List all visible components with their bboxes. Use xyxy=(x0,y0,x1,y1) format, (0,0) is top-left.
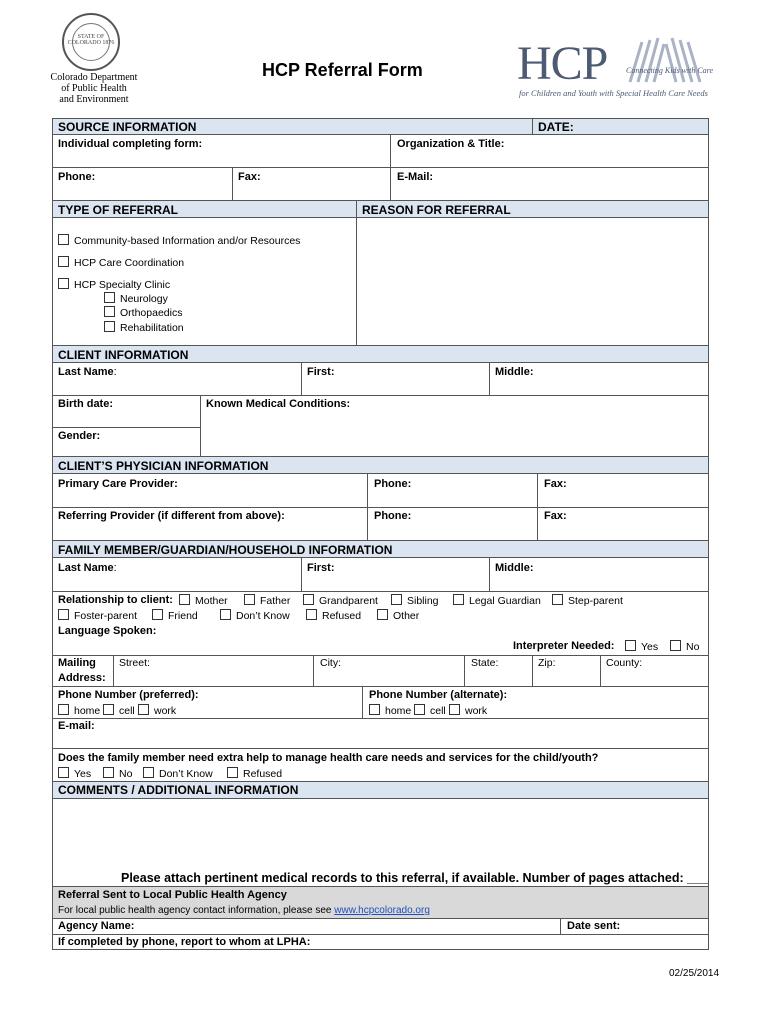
rule xyxy=(464,655,465,687)
individual-label: Individual completing form: xyxy=(58,138,203,150)
comments-textarea[interactable] xyxy=(53,799,708,869)
checkbox[interactable] xyxy=(220,609,231,620)
alt-phone-work[interactable] xyxy=(449,704,487,717)
option-label: cell xyxy=(119,705,135,717)
rule xyxy=(532,118,533,135)
pref-phone-home[interactable] xyxy=(58,704,100,717)
rule xyxy=(489,362,490,396)
rule xyxy=(52,507,709,508)
rule xyxy=(52,918,709,919)
rule xyxy=(52,456,709,457)
rule xyxy=(52,686,709,687)
relationship-label: Relationship to client: xyxy=(58,594,173,606)
checkbox[interactable] xyxy=(58,256,69,267)
hcp-website-link[interactable]: www.hcpcolorado.org xyxy=(334,905,430,916)
pref-phone-cell[interactable] xyxy=(103,704,135,717)
option-label: Step-parent xyxy=(568,595,623,607)
checkbox[interactable] xyxy=(152,609,163,620)
rule xyxy=(52,557,709,558)
option-label: No xyxy=(686,641,700,653)
pref-phone-work[interactable] xyxy=(138,704,176,717)
family-email-label: E-mail: xyxy=(58,720,95,732)
lpha-heading: Referral Sent to Local Public Health Agency xyxy=(58,889,287,901)
rule xyxy=(200,395,201,457)
hcp-hands-icon xyxy=(622,34,702,84)
relationship-mother[interactable] xyxy=(179,594,228,607)
option-label: Refused xyxy=(322,610,362,622)
option-label: Yes xyxy=(641,641,659,653)
option-label: Sibling xyxy=(407,595,439,607)
option-label: Grandparent xyxy=(319,595,378,607)
rule xyxy=(52,473,709,474)
checkbox[interactable] xyxy=(103,767,114,778)
option-label: Rehabilitation xyxy=(120,322,184,334)
relationship-refused[interactable] xyxy=(306,609,361,622)
dept-line-3: and Environment xyxy=(59,94,129,105)
phone-label: Phone: xyxy=(58,171,96,183)
attach-note xyxy=(121,871,708,885)
revision-date: 02/25/2014 xyxy=(669,968,720,979)
phone-alternate-label: Phone Number (alternate): xyxy=(369,689,508,701)
department-name xyxy=(44,72,144,105)
option-label: Refused xyxy=(243,768,283,780)
clinic-option-rehabilitation[interactable] xyxy=(104,321,184,334)
family-heading: FAMILY MEMBER/GUARDIAN/HOUSEHOLD INFORMATION xyxy=(58,543,393,557)
county-label: County: xyxy=(606,657,643,669)
option-label: Mother xyxy=(195,595,228,607)
relationship-father[interactable] xyxy=(244,594,290,607)
pages-attached-blank[interactable]: ___ xyxy=(687,871,709,885)
checkbox[interactable] xyxy=(670,640,681,651)
primary-care-label: Primary Care Provider: xyxy=(58,478,178,490)
last-name-text: Last Name xyxy=(58,562,114,574)
colon: : xyxy=(113,562,117,574)
relationship-dont-know[interactable] xyxy=(220,609,290,622)
colon: : xyxy=(113,366,117,378)
rule xyxy=(52,395,709,396)
rule xyxy=(362,686,363,719)
rule xyxy=(52,540,709,541)
reason-for-referral-heading: REASON FOR REFERRAL xyxy=(362,203,511,217)
rule xyxy=(113,655,114,687)
address-label: Address: xyxy=(58,672,106,684)
email-label: E-Mail: xyxy=(397,171,434,183)
checkbox[interactable] xyxy=(179,594,190,605)
source-heading: SOURCE INFORMATION xyxy=(58,120,197,134)
gender-label: Gender: xyxy=(58,430,101,442)
checkbox[interactable] xyxy=(306,609,317,620)
primary-phone-label: Phone: xyxy=(374,478,412,490)
hcp-subtitle: for Children and Youth with Special Health Care Needs xyxy=(519,88,708,98)
option-label: home xyxy=(74,705,101,717)
rule xyxy=(52,718,709,719)
option-label: Foster-parent xyxy=(74,610,138,622)
option-label: HCP Care Coordination xyxy=(74,257,185,269)
rule xyxy=(52,167,709,168)
comments-heading: COMMENTS / ADDITIONAL INFORMATION xyxy=(58,783,299,797)
checkbox[interactable] xyxy=(552,594,563,605)
rule xyxy=(52,427,200,428)
birth-date-label: Birth date: xyxy=(58,398,113,410)
last-name-text: Last Name xyxy=(58,366,114,378)
fax-label: Fax: xyxy=(238,171,261,183)
rule xyxy=(52,748,709,749)
option-label: cell xyxy=(430,705,446,717)
checkbox[interactable] xyxy=(58,278,69,289)
organization-label: Organization & Title: xyxy=(397,138,505,150)
checkbox[interactable] xyxy=(58,234,69,245)
relationship-sibling[interactable] xyxy=(391,594,439,607)
rule xyxy=(52,934,709,935)
clinic-option-neurology[interactable] xyxy=(104,292,168,305)
state-label: State: xyxy=(471,657,499,669)
rule xyxy=(532,655,533,687)
rule xyxy=(313,655,314,687)
mailing-label: Mailing xyxy=(58,657,96,669)
family-last-name-label xyxy=(58,562,117,574)
client-first-label: First: xyxy=(307,366,335,378)
checkbox[interactable] xyxy=(244,594,255,605)
lpha-contact-line xyxy=(58,905,430,916)
checkbox[interactable] xyxy=(138,704,149,715)
interpreter-yes[interactable] xyxy=(625,640,658,653)
referring-phone-label: Phone: xyxy=(374,510,412,522)
seal-text: STATE OF COLORADO 1876 xyxy=(67,34,115,46)
client-heading: CLIENT INFORMATION xyxy=(58,348,189,362)
rule xyxy=(52,591,709,592)
alt-phone-cell[interactable] xyxy=(414,704,446,717)
lpha-contact-text: For local public health agency contact information, please see xyxy=(58,905,332,916)
option-label: home xyxy=(385,705,412,717)
hcp-logo: HCP xyxy=(517,37,608,90)
checkbox[interactable] xyxy=(104,321,115,332)
checkbox[interactable] xyxy=(227,767,238,778)
rule xyxy=(390,134,391,201)
referring-fax-label: Fax: xyxy=(544,510,567,522)
rule xyxy=(356,200,357,346)
hcp-tagline: Connecting Kids with Care xyxy=(626,66,714,75)
phone-report-label: If completed by phone, report to whom at LPHA: xyxy=(58,936,311,948)
checkbox[interactable] xyxy=(143,767,154,778)
interpreter-label: Interpreter Needed: xyxy=(513,640,615,652)
option-label: Other xyxy=(393,610,420,622)
physician-heading: CLIENT’S PHYSICIAN INFORMATION xyxy=(58,459,269,473)
checkbox[interactable] xyxy=(303,594,314,605)
rule xyxy=(600,655,601,687)
option-label: Yes xyxy=(74,768,92,780)
option-label: Don’t Know xyxy=(236,610,290,622)
attach-note-text: Please attach pertinent medical records to this referral, if available. Number of pages attached: xyxy=(121,871,684,885)
primary-fax-label: Fax: xyxy=(544,478,567,490)
rule xyxy=(52,781,709,782)
option-label: work xyxy=(465,705,488,717)
rule xyxy=(489,557,490,592)
checkbox[interactable] xyxy=(391,594,402,605)
option-label: Don’t Know xyxy=(159,768,213,780)
checkbox[interactable] xyxy=(625,640,636,651)
extra-help-refused[interactable] xyxy=(227,767,282,780)
rule xyxy=(52,345,709,346)
checkbox[interactable] xyxy=(58,767,69,778)
language-label: Language Spoken: xyxy=(58,625,157,637)
rule xyxy=(301,557,302,592)
referral-option-community[interactable] xyxy=(58,234,300,247)
referral-option-care-coordination[interactable] xyxy=(58,256,184,269)
alt-phone-home[interactable] xyxy=(369,704,411,717)
option-label: No xyxy=(119,768,133,780)
rule xyxy=(560,918,561,935)
rule xyxy=(52,217,709,218)
rule xyxy=(232,167,233,201)
client-last-name-label xyxy=(58,366,117,378)
dept-line-1: Colorado Department xyxy=(50,72,138,83)
extra-help-question: Does the family member need extra help to manage health care needs and services for the child/youth? xyxy=(58,752,599,764)
rule xyxy=(52,655,709,656)
option-label: Father xyxy=(260,595,291,607)
extra-help-dont-know[interactable] xyxy=(143,767,213,780)
known-conditions-label: Known Medical Conditions: xyxy=(206,398,351,410)
relationship-foster-parent[interactable] xyxy=(58,609,137,622)
city-label: City: xyxy=(320,657,341,669)
relationship-legal-guardian[interactable] xyxy=(453,594,541,607)
rule xyxy=(537,473,538,541)
relationship-step-parent[interactable] xyxy=(552,594,623,607)
date-label: DATE: xyxy=(538,120,574,134)
relationship-other[interactable] xyxy=(377,609,419,622)
client-middle-label: Middle: xyxy=(495,366,534,378)
option-label: Friend xyxy=(168,610,198,622)
family-middle-label: Middle: xyxy=(495,562,534,574)
option-label: Community-based Information and/or Resources xyxy=(74,235,301,247)
street-label: Street: xyxy=(119,657,150,669)
option-label: Orthopaedics xyxy=(120,307,183,319)
option-label: HCP Specialty Clinic xyxy=(74,279,171,291)
checkbox[interactable] xyxy=(377,609,388,620)
rule xyxy=(301,362,302,396)
option-label: Legal Guardian xyxy=(469,595,541,607)
relationship-friend[interactable] xyxy=(152,609,198,622)
checkbox[interactable] xyxy=(103,704,114,715)
relationship-grandparent[interactable] xyxy=(303,594,378,607)
type-of-referral-heading: TYPE OF REFERRAL xyxy=(58,203,179,217)
clinic-option-orthopaedics[interactable] xyxy=(104,306,182,319)
agency-name-label: Agency Name: xyxy=(58,920,135,932)
referral-option-specialty-clinic[interactable] xyxy=(58,278,170,291)
option-label: work xyxy=(154,705,177,717)
phone-preferred-label: Phone Number (preferred): xyxy=(58,689,199,701)
checkbox[interactable] xyxy=(58,704,69,715)
extra-help-yes[interactable] xyxy=(58,767,91,780)
rule xyxy=(52,362,709,363)
rule xyxy=(52,134,709,135)
checkbox[interactable] xyxy=(104,306,115,317)
referring-provider-label: Referring Provider (if different from above): xyxy=(58,510,285,522)
checkbox[interactable] xyxy=(453,594,464,605)
interpreter-no[interactable] xyxy=(670,640,699,653)
extra-help-no[interactable] xyxy=(103,767,132,780)
dept-line-2: of Public Health xyxy=(61,83,127,94)
zip-label: Zip: xyxy=(538,657,556,669)
rule xyxy=(52,886,709,887)
checkbox[interactable] xyxy=(414,704,425,715)
family-first-label: First: xyxy=(307,562,335,574)
checkbox[interactable] xyxy=(449,704,460,715)
option-label: Neurology xyxy=(120,293,168,305)
checkbox[interactable] xyxy=(104,292,115,303)
form-title: HCP Referral Form xyxy=(262,60,423,80)
rule xyxy=(52,200,709,201)
checkbox[interactable] xyxy=(58,609,69,620)
date-sent-label: Date sent: xyxy=(567,920,621,932)
rule xyxy=(367,473,368,541)
checkbox[interactable] xyxy=(369,704,380,715)
